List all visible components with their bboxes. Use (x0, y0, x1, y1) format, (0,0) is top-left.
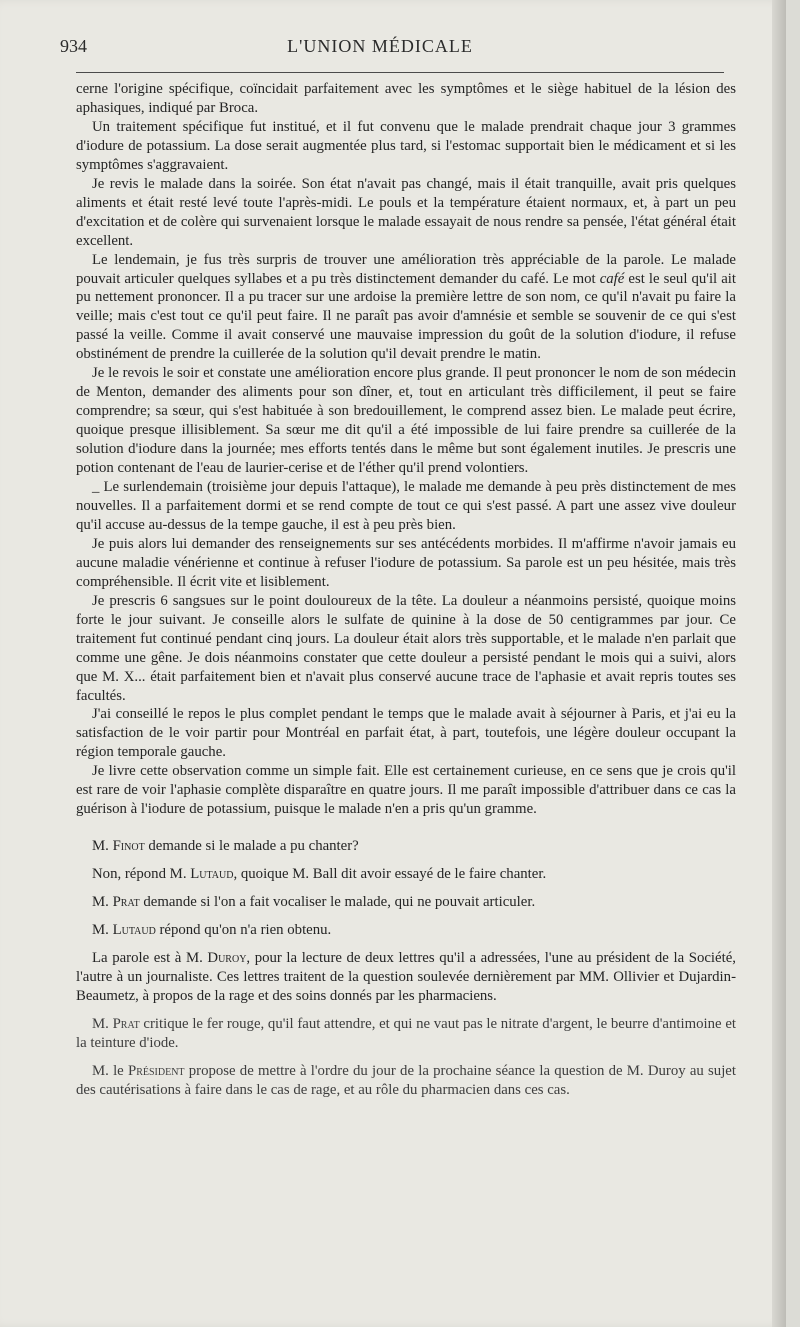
speaker-name: Prat (112, 1015, 140, 1032)
paragraph-2: Un traitement spécifique fut institué, et il fut convenu que le malade prendrait chaque jour 3 grammes d'iodure de potassium. La dose serait augmentée plus tard, si l'estomac supportait bien le médicament et si les symptômes s'aggravaient. (76, 118, 736, 173)
society-discussion (76, 837, 736, 1099)
discussion-prefix: M. le (92, 1062, 128, 1079)
discussion-prefix: M. (92, 922, 113, 939)
paragraph-7: Je puis alors lui demander des renseignements sur ses antécédents morbides. Il m'affirme n'avoir jamais eu aucune maladie vénérienne et continue à refuser l'iodure de potassium. Sa parole est un peu hésitée, mais très compréhensible. Il écrit vite et lisiblement. (76, 535, 736, 590)
discussion-text: demande si l'on a fait vocaliser le malade, qui ne pouvait articuler. (139, 894, 536, 911)
discussion-prefix: M. (92, 1015, 113, 1032)
paragraph-9: J'ai conseillé le repos le plus complet pendant le temps que le malade avait à séjourner à Paris, et j'ai eu la satisfaction de le voir partir pour Montréal en parfait état, à part, toutefois, une légère douleur occupant la région temporale gauche. (76, 706, 736, 761)
discussion-item (76, 865, 736, 884)
discussion-item (76, 837, 736, 856)
paragraph-4-part-1: Le lendemain, je fus très surpris de trouver une amélioration très appréciable de la parole. Le malade pouvait articuler quelques syllabes et a pu très distinctement demander du café. Le mot (76, 251, 736, 287)
paragraph-4-part-2: est le seul qu'il ait pu nettement prononcer. Il a pu tracer sur une ardoise la première lettre de son nom, ce qu'il n'avait pu faire la veille; mais c'est tout ce qu'il peut faire. Il ne paraît pas avoir d'amnésie et semble se souvenir de ce qui s'est passé la veille. Comme il avait conservé une mauvaise impression du goût de la solution d'iodure, il refuse obstinément de prendre la cuillerée de la solution qu'il devait prendre le matin. (76, 270, 736, 363)
page-header (60, 36, 700, 60)
paragraph-4 (76, 251, 736, 365)
page-number: 934 (60, 36, 87, 56)
paragraph-5: Je le revois le soir et constate une amélioration encore plus grande. Il peut prononcer le nom de son médecin de Menton, demander des aliments pour son dîner, et, tout en articulant très difficilement, il peut se faire comprendre; sa sœur, qui s'est habituée à son bredouillement, le comprend assez bien. Le malade peut écrire, quoique presque illisiblement. Sa sœur me dit qu'il a été impossible de lui faire prendre sa cuillerée de la solution d'iodure dans la journée; mes efforts tentés dans le même but sont également inutiles. Je prescris une potion contenant de l'eau de laurier-cerise et de l'éther qu'il prend volontiers. (76, 365, 736, 477)
discussion-text: propose de mettre à l'ordre du jour de la prochaine séance la question de M. Duroy au sujet des cautérisations à faire dans le cas de rage, et au rôle du pharmacien dans ces cas. (76, 1062, 736, 1098)
discussion-item (76, 893, 736, 912)
discussion-prefix: La parole est à M. (92, 949, 208, 966)
discussion-prefix: M. (92, 894, 113, 911)
paragraph-8: Je prescris 6 sangsues sur le point douloureux de la tête. La douleur a néanmoins persisté, quoique moins forte le jour suivant. Je conseille alors le sulfate de quinine à la dose de 50 centigrammes par jour. Ce traitement fut continué pendant cinq jours. La douleur était alors très supportable, et le malade n'en parlait que comme une gêne. Je dois néanmoins constater que cette douleur a persisté pendant le mois qui a suivi, alors que M. X... était parfaitement bien et n'avait plus conservé aucune trace de l'aphasie et avait repris toutes ses facultés. (76, 592, 736, 704)
speaker-name: Duroy (207, 949, 247, 966)
page-edge-shadow (772, 0, 786, 1327)
discussion-text: demande si le malade a pu chanter? (144, 838, 359, 855)
speaker-name: Finot (112, 838, 145, 855)
speaker-name: Lutaud (112, 922, 156, 939)
speaker-name: Président (127, 1062, 185, 1079)
discussion-text: , quoique M. Ball dit avoir essayé de le faire chanter. (233, 866, 547, 883)
discussion-item (76, 1015, 736, 1053)
header-rule (76, 72, 724, 73)
speaker-name: Prat (112, 894, 140, 911)
emphasis-cafe: café (599, 270, 625, 287)
speaker-name: Lutaud (190, 866, 234, 883)
discussion-item (76, 949, 736, 1006)
running-title: L'UNION MÉDICALE (287, 36, 473, 56)
discussion-prefix: M. (92, 838, 113, 855)
article-body (76, 80, 736, 1100)
discussion-text: critique le fer rouge, qu'il faut attendre, et qui ne vaut pas le nitrate d'argent, le beurre d'antimoine et la teinture d'iode. (76, 1015, 736, 1051)
paragraph-1: cerne l'origine spécifique, coïncidait parfaitement avec les symptômes et le siège habituel de la lésion des aphasiques, indiqué par Broca. (76, 81, 736, 116)
discussion-prefix: Non, répond M. (92, 866, 191, 883)
discussion-item (76, 1062, 736, 1100)
paragraph-6: _ Le surlendemain (troisième jour depuis l'attaque), le malade me demande à peu près distinctement de mes nouvelles. Il a parfaitement dormi et se rend compte de tout ce qui s'est passé. A part une assez vive douleur qu'il accuse au-dessus de la tempe gauche, il est à peu près bien. (76, 479, 736, 533)
discussion-text: , pour la lecture de deux lettres qu'il a adressées, l'une au président de la Société, l'autre à un journaliste. Ces lettres traitent de la question soulevée dernièrement par MM. Ollivier et Dujardin-Beaumetz, à propos de la rage et des soins donnés par les pharmaciens. (76, 949, 736, 1004)
discussion-item (76, 921, 736, 940)
paragraph-3: Je revis le malade dans la soirée. Son état n'avait pas changé, mais il était tranquille, avait pris quelques aliments et était resté levé toute l'après-midi. Le pouls et la température étaient normaux, et, à part un peu d'excitation et de colère qui survenaient lorsque le malade essayait de nous rendre sa pensée, l'état général était excellent. (76, 175, 736, 249)
paragraph-10: Je livre cette observation comme un simple fait. Elle est certainement curieuse, en ce sens que je crois qu'il est rare de voir l'aphasie complète disparaître en quatre jours. Il me paraît impossible d'attribuer dans ce cas la guérison à l'iodure de potassium, puisque le malade n'en a pris qu'un gramme. (76, 763, 736, 818)
discussion-text: répond qu'on n'a rien obtenu. (155, 922, 332, 939)
